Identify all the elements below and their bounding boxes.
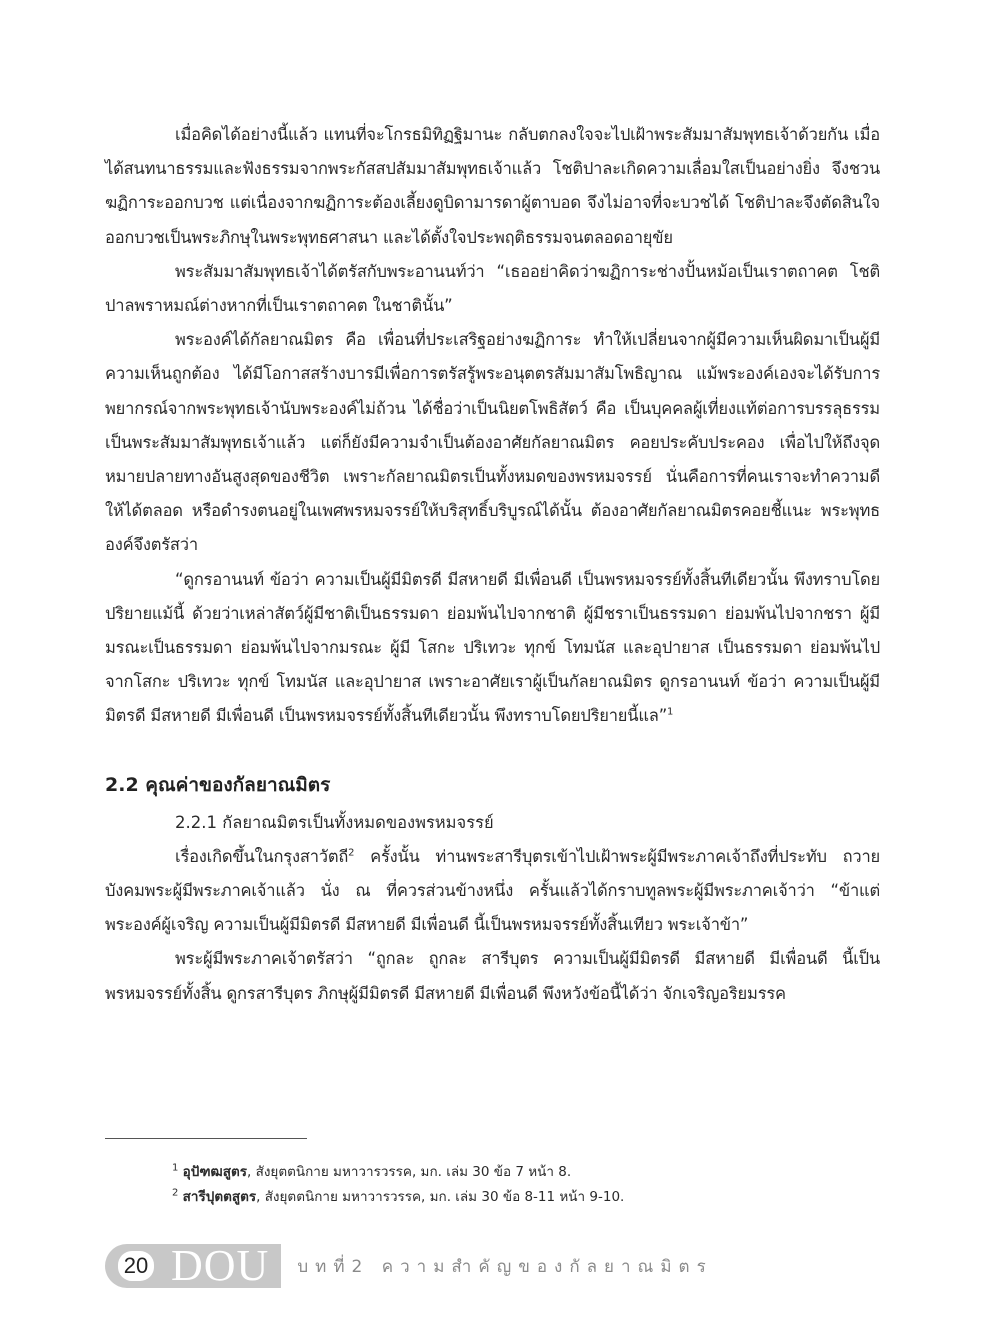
- footnote-citation: , สังยุตตนิกาย มหาวารวรรค, มก. เล่ม 30 ข้อ 7 หน้า 8.: [247, 1164, 572, 1180]
- page-body: [105, 118, 880, 1011]
- paragraph-1: เมื่อคิดได้อย่างนี้แล้ว แทนที่จะโกรธมิทิฏฐิมานะ กลับตกลงใจจะไปเฝ้าพระสัมมาสัมพุทธเจ้าด้วยกัน เมื่อได้สนทนาธรรมและฟังธรรมจากพระกัสสปสัมมาสัมพุทธเจ้าแล้ว โชติปาละเกิดความเลื่อมใสเป็นอย่างยิ่ง จึงชวนฆฏิการะออกบวช แต่เนื่องจากฆฏิการะต้องเลี้ยงดูบิดามารดาผู้ตาบอด จึงไม่อาจที่จะบวชได้ โชติปาละจึงตัดสินใจออกบวชเป็นพระภิกษุในพระพุทธศาสนา และได้ตั้งใจประพฤติธรรมจนตลอดอายุขัย: [105, 125, 880, 247]
- paragraph-5: [105, 840, 880, 943]
- section-heading: 2.2 คุณค่าของกัลยาณมิตร: [105, 773, 331, 796]
- paragraph-2: พระสัมมาสัมพุทธเจ้าได้ตรัสกับพระอานนท์ว่า “เธออย่าคิดว่าฆฏิการะช่างปั้นหม้อเป็นเราตถาคต โชติปาลพราหมณ์ต่างหากที่เป็นเราตถาคต ในชาตินั้น”: [105, 261, 880, 316]
- paragraph-4-text: “ดูกรอานนท์ ข้อว่า ความเป็นผู้มีมิตรดี มีสหายดี มีเพื่อนดี เป็นพรหมจรรย์ทั้งสิ้นทีเดียวนั้น พึงทราบโดยปริยายแม้นี้ ด้วยว่าเหล่าสัตว์ผู้มีชาติเป็นธรรมดา ย่อมพ้นไปจากชาติ ผู้มีชราเป็นธรรมดา ย่อมพ้นไปจากชรา ผู้มีมรณะเป็นธรรมดา ย่อมพ้นไปจากมรณะ ผู้มี โสกะ ปริเทวะ ทุกข์ โทมนัส และอุปายาส เป็นธรรมดา ย่อมพ้นไปจากโสกะ ปริเทวะ ทุกข์ โทมนัส และอุปายาส เพราะอาศัยเราผู้เป็นกัลยาณมิตร ดูกรอานนท์ ข้อว่า ความเป็นผู้มีมิตรดี มีสหายดี มีเพื่อนดี เป็นพรหมจรรย์ทั้งสิ้นทีเดียวนั้น พึงทราบโดยปริยายนี้แล”: [105, 569, 880, 726]
- subheading: 2.2.1 กัลยาณมิตรเป็นทั้งหมดของพรหมจรรย์: [175, 812, 494, 832]
- paragraph-5-text-a: เรื่องเกิดขึ้นในกรุงสาวัตถี: [175, 846, 349, 866]
- page-number: 20: [118, 1251, 154, 1281]
- footnote-title: อุปัฑฒสูตร: [182, 1164, 248, 1180]
- footnote-citation: , สังยุตตนิกาย มหาวารวรรค, มก. เล่ม 30 ข้อ 8-11 หน้า 9-10.: [256, 1189, 625, 1205]
- footnote-title: สารีปุตตสูตร: [182, 1189, 257, 1205]
- footnote-1: [172, 1160, 892, 1185]
- paragraph-4: [105, 563, 880, 734]
- paragraph-5-text-b: ครั้งนั้น ท่านพระสารีบุตรเข้าไปเฝ้าพระผู้มีพระภาคเจ้าถึงที่ประทับ ถวายบังคมพระผู้มีพระภาคเจ้าแล้ว นั่ง ณ ที่ควรส่วนข้างหนึ่ง ครั้นแล้วได้กราบทูลพระผู้มีพระภาคเจ้าว่า “ข้าแต่พระองค์ผู้เจริญ ความเป็นผู้มีมิตรดี มีสหายดี มีเพื่อนดี นี้เป็นพรหมจรรย์ทั้งสิ้นเทียว พระเจ้าข้า”: [105, 846, 880, 935]
- footnote-2: [172, 1185, 892, 1210]
- footnote-ref-1[interactable]: 1: [667, 706, 674, 718]
- footnote-divider: [105, 1138, 307, 1139]
- dou-logo: DOU: [167, 1244, 281, 1288]
- chapter-title: บทที่2 ความสำคัญของกัลยาณมิตร: [297, 1256, 713, 1277]
- footnote-ref-2[interactable]: 2: [348, 847, 355, 859]
- footnote-number: 1: [172, 1162, 179, 1174]
- footnote-number: 2: [172, 1187, 179, 1199]
- page-footer: [105, 1240, 713, 1292]
- page-number-badge: [105, 1244, 167, 1288]
- footnotes: [172, 1160, 892, 1210]
- paragraph-6: พระผู้มีพระภาคเจ้าตรัสว่า “ถูกละ ถูกละ สารีบุตร ความเป็นผู้มีมิตรดี มีสหายดี มีเพื่อนดี นี้เป็นพรหมจรรย์ทั้งสิ้น ดูกรสารีบุตร ภิกษุผู้มีมิตรดี มีสหายดี มีเพื่อนดี พึงหวังข้อนี้ได้ว่า จักเจริญอริยมรรค: [105, 949, 880, 1003]
- paragraph-3: พระองค์ได้กัลยาณมิตร คือ เพื่อนที่ประเสริฐอย่างฆฏิการะ ทำให้เปลี่ยนจากผู้มีความเห็นผิดมาเป็นผู้มีความเห็นถูกต้อง ได้มีโอกาสสร้างบารมีเพื่อการตรัสรู้พระอนุตตรสัมมาสัมโพธิญาณ แม้พระองค์เองจะได้รับการพยากรณ์จากพระพุทธเจ้านับพระองค์ไม่ถ้วน ได้ชื่อว่าเป็นนิยตโพธิสัตว์ คือ เป็นบุคคลผู้เที่ยงแท้ต่อการบรรลุธรรมเป็นพระสัมมาสัมพุทธเจ้าแล้ว แต่ก็ยังมีความจำเป็นต้องอาศัยกัลยาณมิตร คอยประคับประคอง เพื่อไปให้ถึงจุดหมายปลายทางอันสูงสุดของชีวิต เพราะกัลยาณมิตรเป็นทั้งหมดของพรหมจรรย์ นั่นคือการที่คนเราจะทำความดีให้ได้ตลอด หรือดำรงตนอยู่ในเพศพรหมจรรย์ให้บริสุทธิ์บริบูรณ์ได้นั้น ต้องอาศัยกัลยาณมิตรคอยชี้แนะ พระพุทธองค์จึงตรัสว่า: [105, 330, 880, 555]
